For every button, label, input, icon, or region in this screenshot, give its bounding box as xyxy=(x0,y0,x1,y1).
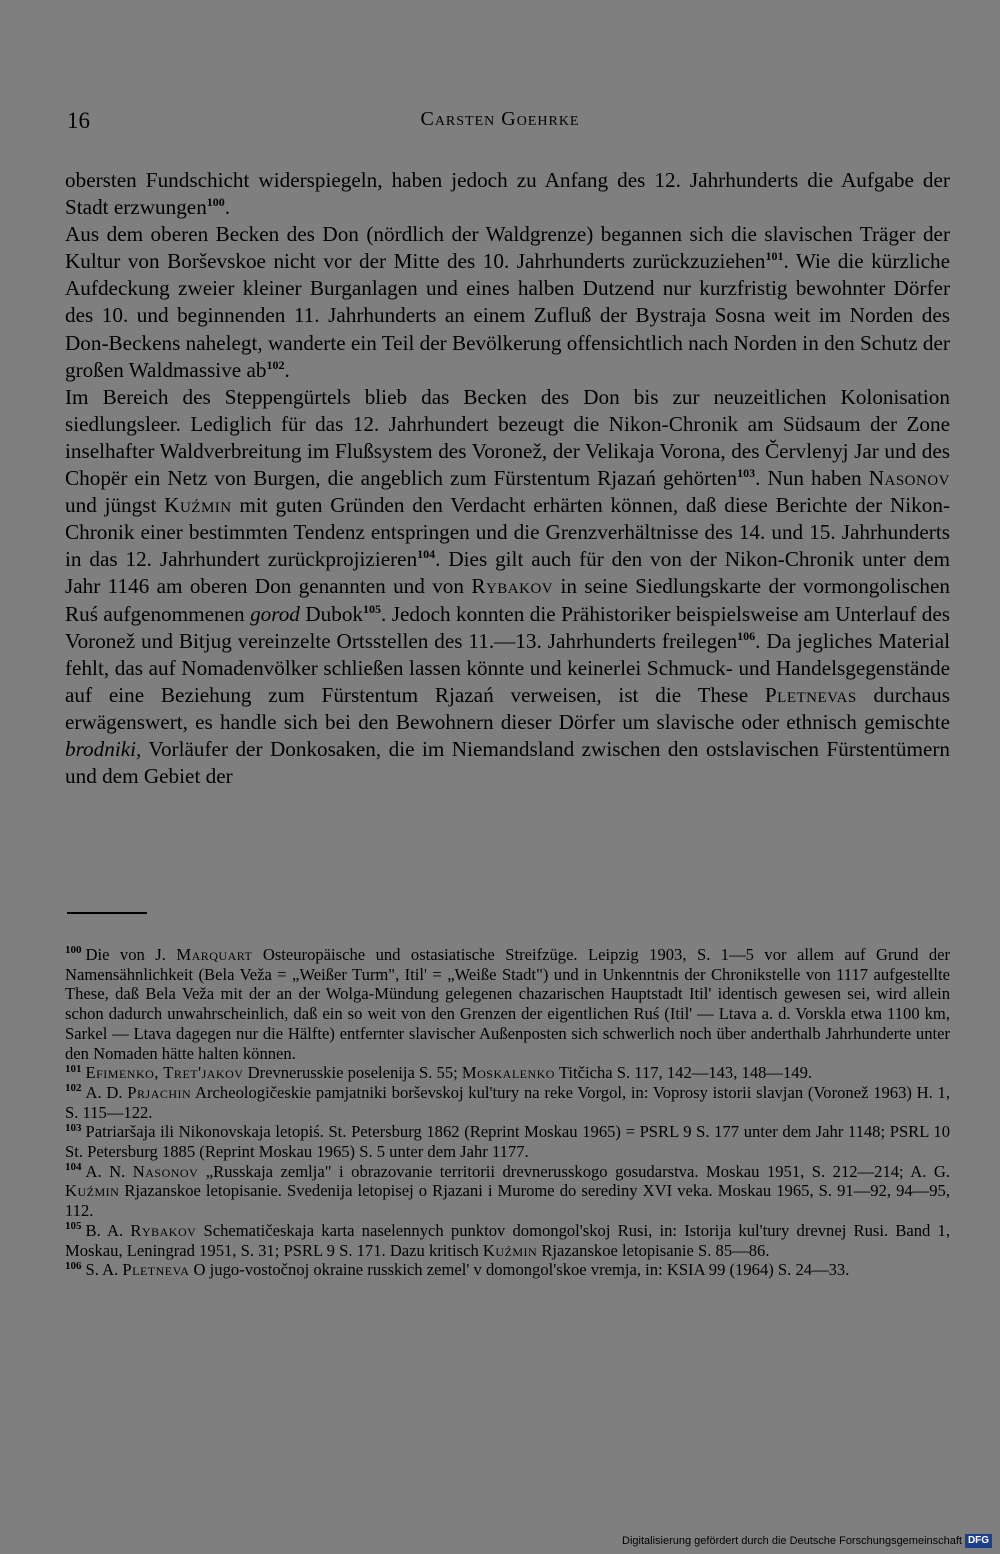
footnote-ref: 102 xyxy=(266,357,285,372)
footnote-106 xyxy=(65,1260,950,1280)
author-name: Kuźmin xyxy=(482,1240,538,1260)
text-run: S. A. xyxy=(85,1260,123,1280)
text-run: . xyxy=(224,195,231,220)
text-run: obersten Fundschicht widerspiegeln, haben jedoch zu Anfang des 12. Jahrhunderts die Aufgabe der Stadt erzwungen xyxy=(65,168,950,220)
text-run: . Dies gilt auch für den von der Nikon-Chronik unter dem Jahr 1146 am oberen Don genannten und von xyxy=(65,547,950,599)
text-run: Osteuropäische und ostasiatische Streifzüge. Leipzig 1903, S. 1—5 vor allem auf Grund der Namensähnlichkeit (Bela Veža = „Weißer Turm", Itil' = „Weiße Stadt") und in Unkenntnis der Chronikstelle von 1117 aufgestellte These, daß Bela Veža mit der an der Wolga-Mündung gelegenen chazarischen Hauptstadt Itil' identisch gewesen sei, wird allein schon dadurch unwahrscheinlich, daß ein so weit von den Grenzen der eigentlichen Ruś (Itil' — Ltava a. d. Vorskla etwa 1100 km, Sarkel — Ltava dagegen nur die Hälfte) entfernter slavischer Außenposten sich schwerlich noch über anderthalb Jahrhunderte unter den Nomaden hätte halten können. xyxy=(65,945,951,1063)
text-run: „Russkaja zemlja" i obrazovanie territorii drevnerusskogo gosudarstva. Moskau 1951, S. 212—214; A. G. xyxy=(198,1161,950,1181)
author-name: Pletnevas xyxy=(764,682,857,707)
text-run: Patriaršaja ili Nikonovskaja letopiś. St. Petersburg 1862 (Reprint Moskau 1965) = PSRL 9 S. 177 unter dem Jahr 1148; PSRL 10 St. Petersburg 1885 (Reprint Moskau 1965) S. 5 unter dem Jahr 1177. xyxy=(65,1122,950,1162)
text-run: Titčicha S. 117, 142—143, 148—149. xyxy=(554,1063,813,1083)
footnote-ref: 100 xyxy=(206,195,225,210)
text-run: Die von J. xyxy=(85,945,177,964)
author-name: Nasonov xyxy=(132,1161,199,1181)
text-run: Schematičeskaja karta naselennych punktov domongol'skoj Rusi, in: Istorija kul'tury drevnej Rusi. Band 1, Moskau, Leningrad 1951, S. 31; PSRL 9 S. 171. Dazu kritisch xyxy=(65,1220,951,1260)
footnote-number: 105 xyxy=(65,1220,82,1233)
text-run: B. A. xyxy=(85,1220,131,1240)
author-name: Marquart xyxy=(176,945,253,964)
main-text xyxy=(65,167,950,790)
text-run: . Nun haben xyxy=(755,466,869,491)
author-name: Kuźmin xyxy=(65,1181,120,1201)
footnotes xyxy=(65,945,950,1280)
text-run: Vorläufer der Donkosaken, die im Niemandsland zwischen den ostslavischen Fürstentümern und dem Gebiet der xyxy=(65,736,950,789)
text-run: . xyxy=(284,357,290,382)
footer-bar xyxy=(0,1530,1000,1554)
author-name: Rybakov xyxy=(471,574,554,599)
text-run: . Da jegliches Material fehlt, das auf Nomadenvölker schließen lassen könnte und keinerlei Schmuck- und Handelsgegenstände auf eine Beziehung zum Fürstentum Rjazań verweisen, ist die These xyxy=(65,628,950,707)
text-run: mit guten Gründen den Verdacht erhärten können, daß diese Berichte der Nikon-Chronik einer bestimmten Tendenz entspringen und die Grenzverhältnisse des 14. und 15. Jahrhunderts in das 12. Jahrhundert zurückprojizieren xyxy=(65,493,950,572)
paragraph xyxy=(65,167,950,221)
text-run: Aus dem oberen Becken des Don (nördlich der Waldgrenze) begannen sich die slavischen Träger der Kultur von Borševskoe nicht vor der Mitte des 10. Jahrhunderts zurückzuziehen xyxy=(65,222,950,274)
text-run: durchaus erwägenswert, es handle sich bei den Bewohnern dieser Dörfer um slavische oder ethnisch gemischte xyxy=(65,682,950,734)
paragraph xyxy=(65,384,950,790)
author-name: Efimenko, Tret'jakov xyxy=(85,1063,244,1083)
page-number: 16 xyxy=(67,108,90,133)
text-run: A. D. xyxy=(85,1082,128,1102)
footnote-number: 100 xyxy=(65,944,82,957)
text-run: Im Bereich des Steppengürtels blieb das Becken des Don bis zur neuzeitlichen Kolonisation siedlungsleer. Lediglich für das 12. Jahrhundert bezeugt die Nikon-Chronik am Südsaum der Zone inselhafter Waldverbreitung im Flußsystem des Voronež, der Velikaja Vorona, des Červlenyj Jar und des Chopër ein Netz von Burgen, die angeblich zum Fürstentum Rjazań gehörten xyxy=(65,384,950,491)
text-run: Dubok xyxy=(299,601,364,626)
footnote-105 xyxy=(65,1221,950,1260)
footnote-ref: 101 xyxy=(765,249,784,264)
text-run: Rjazanskoe letopisanie S. 85—86. xyxy=(537,1240,770,1260)
footnote-103 xyxy=(65,1122,950,1161)
text-run: . Wie die kürzliche Aufdeckung zweier kleiner Burganlagen und eines halben Dutzend nur kurzfristig bewohnter Dörfer des 10. und beginnenden 11. Jahrhunderts an einem Zufluß der Bystraja Sosna weit im Norden des Don-Beckens nahelegt, wanderte ein Teil der Bevölkerung offensichtlich nach Norden in den Schutz der großen Waldmassive ab xyxy=(65,249,950,382)
footnote-number: 102 xyxy=(65,1082,82,1095)
author-name: Rybakov xyxy=(130,1220,197,1240)
footnote-102 xyxy=(65,1083,950,1122)
dfg-logo-icon: DFG xyxy=(965,1534,992,1548)
text-run: A. N. xyxy=(85,1161,133,1181)
italic-term: brodniki, xyxy=(65,736,142,761)
footnote-ref: 103 xyxy=(737,465,756,480)
italic-term: gorod xyxy=(250,601,300,626)
footnote-ref: 105 xyxy=(363,601,382,616)
footnote-number: 106 xyxy=(65,1259,82,1272)
footnote-101 xyxy=(65,1063,950,1083)
footnote-separator xyxy=(67,912,147,914)
funding-credit: Digitalisierung gefördert durch die Deutsche Forschungsgemeinschaft xyxy=(622,1535,962,1547)
footnote-ref: 106 xyxy=(737,628,756,643)
author-name: Moskalenko xyxy=(461,1063,555,1083)
footnote-100 xyxy=(65,945,950,1063)
paragraph xyxy=(65,221,950,384)
footnote-number: 103 xyxy=(65,1121,82,1134)
author-name: Prjachin xyxy=(127,1082,192,1102)
footnote-number: 101 xyxy=(65,1062,82,1075)
text-run: . Jedoch konnten die Prähistoriker beispielsweise am Unterlauf des Voronež und Bitjug vereinzelte Ortsstellen des 11.—13. Jahrhunderts freilegen xyxy=(65,601,950,653)
author-name: Kuźmin xyxy=(164,493,232,518)
text-run: Drevnerusskie poselenija S. 55; xyxy=(243,1063,462,1083)
text-run: Archeologičeskie pamjatniki borševskoj kul'tury na reke Vorgol, in: Voprosy istorii slavjan (Voronež 1963) H. 1, S. 115—122. xyxy=(65,1082,951,1122)
text-run: und jüngst xyxy=(65,493,165,518)
author-name: Nasonov xyxy=(868,466,950,491)
running-head: Carsten Goehrke xyxy=(420,108,580,130)
text-run: O jugo-vostočnoj okraine russkich zemel' v domongol'skoe vremja, in: KSIA 99 (1964) S. 24—33. xyxy=(189,1260,850,1280)
text-run: in seine Siedlungskarte der vormongolischen Ruś aufgenommenen xyxy=(65,574,950,626)
footnote-104 xyxy=(65,1162,950,1221)
author-name: Pletneva xyxy=(122,1260,190,1280)
footnote-number: 104 xyxy=(65,1161,82,1174)
text-run: Rjazanskoe letopisanie. Svedenija letopisej o Rjazani i Murome do serediny XVI veka. Moskau 1965, S. 91—92, 94—95, 112. xyxy=(65,1181,950,1221)
footnote-ref: 104 xyxy=(417,547,436,562)
